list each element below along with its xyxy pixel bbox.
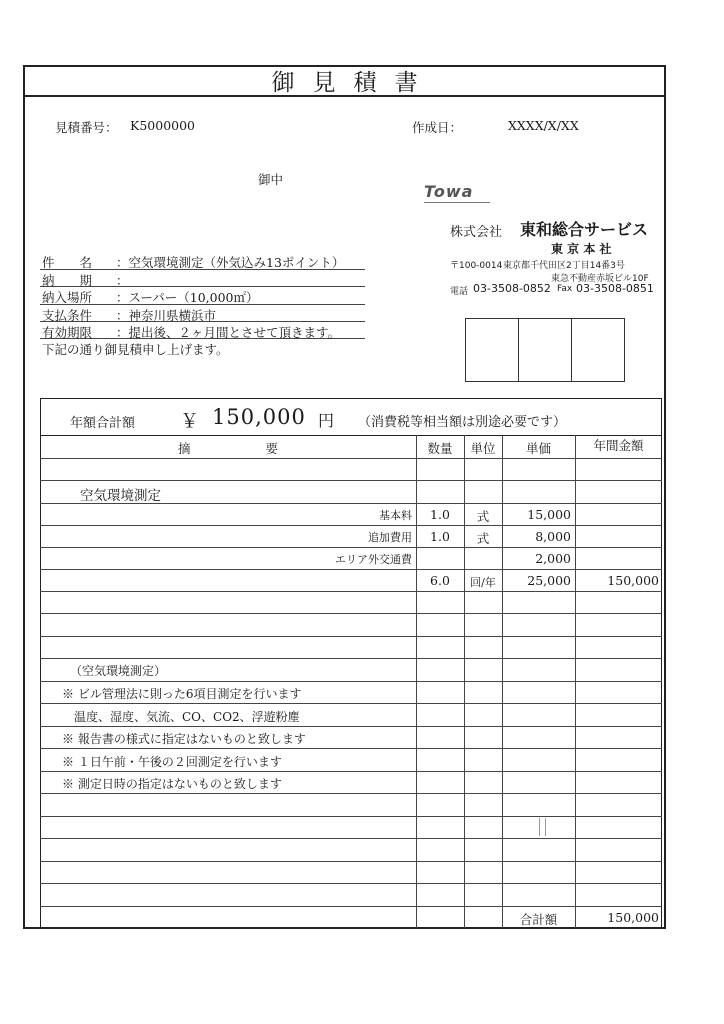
note-line: （空気環境測定） <box>70 664 167 678</box>
column-divider <box>575 435 576 929</box>
row-divider <box>40 591 662 592</box>
company-address1: 東京都千代田区2丁目14番3号 <box>503 261 625 271</box>
row-divider <box>40 480 662 481</box>
logo-text: Towa <box>424 182 474 201</box>
total-unit: 円 <box>318 411 335 430</box>
row-divider <box>40 816 662 817</box>
date-value: XXXX/X/XX <box>508 118 579 133</box>
cell-mark <box>545 818 546 836</box>
item-price: 2,000 <box>535 551 571 566</box>
item-description: エリア外交通費 <box>335 553 412 566</box>
field-label: 件 名 <box>42 255 93 270</box>
header-qty: 数量 <box>427 441 453 456</box>
company-prefix: 株式会社 <box>450 225 503 240</box>
stamp-cell <box>572 319 624 381</box>
subtotal-annual: 150,000 <box>607 573 659 588</box>
company-logo <box>424 182 473 201</box>
field-value: ：スーパー（10,000㎡） <box>116 290 259 305</box>
row-divider <box>40 547 662 548</box>
field-value: ：神奈川県横浜市 <box>116 308 217 323</box>
note-line: ※ １日午前・午後の２回測定を行います <box>62 755 282 769</box>
row-divider <box>40 883 662 884</box>
company-postal: 〒100-0014 <box>450 261 503 271</box>
note-line: ※ 測定日時の指定はないものと致します <box>62 777 282 791</box>
field-row <box>40 270 365 287</box>
total-label: 年額合計額 <box>70 416 136 431</box>
field-row <box>40 287 365 305</box>
row-divider <box>40 636 662 637</box>
field-label: 支払条件 <box>42 308 93 323</box>
field-row <box>40 252 365 270</box>
row-divider <box>40 681 662 682</box>
header-annual: 年間金額 <box>593 438 644 453</box>
stamp-cell <box>519 319 572 381</box>
recipient-suffix: 御中 <box>258 172 284 187</box>
field-value: ：提出後、２ヶ月間とさせて頂きます。 <box>116 325 341 340</box>
field-list <box>40 252 365 339</box>
company-address2: 東急不動産赤坂ビル10F <box>551 274 649 284</box>
row-divider <box>40 771 662 772</box>
item-price: 15,000 <box>527 507 571 522</box>
row-divider <box>40 703 662 704</box>
estimate-no-label: 見積番号： <box>55 120 118 135</box>
item-description: 追加費用 <box>368 531 412 544</box>
cell-mark <box>539 818 540 836</box>
logo-underline <box>424 202 490 203</box>
fax-label: Fax <box>557 284 573 294</box>
company-name: 東和総合サービス <box>520 220 649 239</box>
row-divider <box>40 793 662 794</box>
field-value: ：空気環境測定（外気込み13ポイント） <box>116 255 345 270</box>
row-divider <box>40 525 662 526</box>
note-line: 温度、湿度、気流、CO、CO2、浮遊粉塵 <box>62 710 300 724</box>
grand-total-value: 150,000 <box>607 910 659 925</box>
estimate-no: K5000000 <box>130 118 196 133</box>
note-line: ※ ビル管理法に則った6項目測定を行います <box>62 687 302 701</box>
field-value: ： <box>116 273 129 288</box>
header-description: 摘 要 <box>178 441 279 456</box>
field-row <box>40 305 365 322</box>
field-label: 有効期限 <box>42 325 93 340</box>
total-note: （消費税等相当額は別途必要です） <box>358 415 567 430</box>
note-line: ※ 報告書の様式に指定はないものと致します <box>62 732 306 746</box>
item-qty: 1.0 <box>430 507 450 522</box>
stamp-box <box>465 318 625 382</box>
total-yen: ￥ <box>180 410 200 432</box>
grand-total-label: 合計額 <box>519 912 558 927</box>
row-divider <box>40 838 662 839</box>
fax-number: 03-3508-0851 <box>576 282 654 295</box>
subtotal-qty: 6.0 <box>430 573 450 588</box>
row-divider <box>40 726 662 727</box>
row-divider <box>40 435 662 436</box>
total-amount: 150,000 <box>212 405 306 429</box>
company-branch: 東 京 本 社 <box>551 242 612 256</box>
field-label: 納 期 <box>42 273 93 288</box>
row-divider <box>40 658 662 659</box>
stamp-cell <box>466 319 519 381</box>
title-bar <box>23 65 666 97</box>
subtotal-unit: 回/年 <box>470 576 496 589</box>
date-label: 作成日： <box>412 120 463 135</box>
row-divider <box>40 569 662 570</box>
row-divider <box>40 458 662 459</box>
field-row <box>40 322 365 339</box>
item-unit: 式 <box>476 531 490 546</box>
intro-text: 下記の通り御見積申し上げます。 <box>42 342 229 357</box>
table-bottom <box>40 928 662 929</box>
row-divider <box>40 613 662 614</box>
row-divider <box>40 861 662 862</box>
subtotal-price: 25,000 <box>527 573 571 588</box>
row-divider <box>40 748 662 749</box>
tel-number: 03-3508-0852 <box>473 282 551 295</box>
header-price: 単価 <box>525 441 551 456</box>
section-title: 空気環境測定 <box>80 488 161 504</box>
header-unit: 単位 <box>470 441 496 456</box>
item-unit: 式 <box>476 509 490 524</box>
item-price: 8,000 <box>535 529 571 544</box>
item-qty: 1.0 <box>430 529 450 544</box>
tel-label: 電話 <box>450 287 469 297</box>
field-label: 納入場所 <box>42 290 93 305</box>
row-divider <box>40 906 662 907</box>
document-title: 御見積書 <box>271 69 436 96</box>
item-description: 基本料 <box>379 509 412 522</box>
